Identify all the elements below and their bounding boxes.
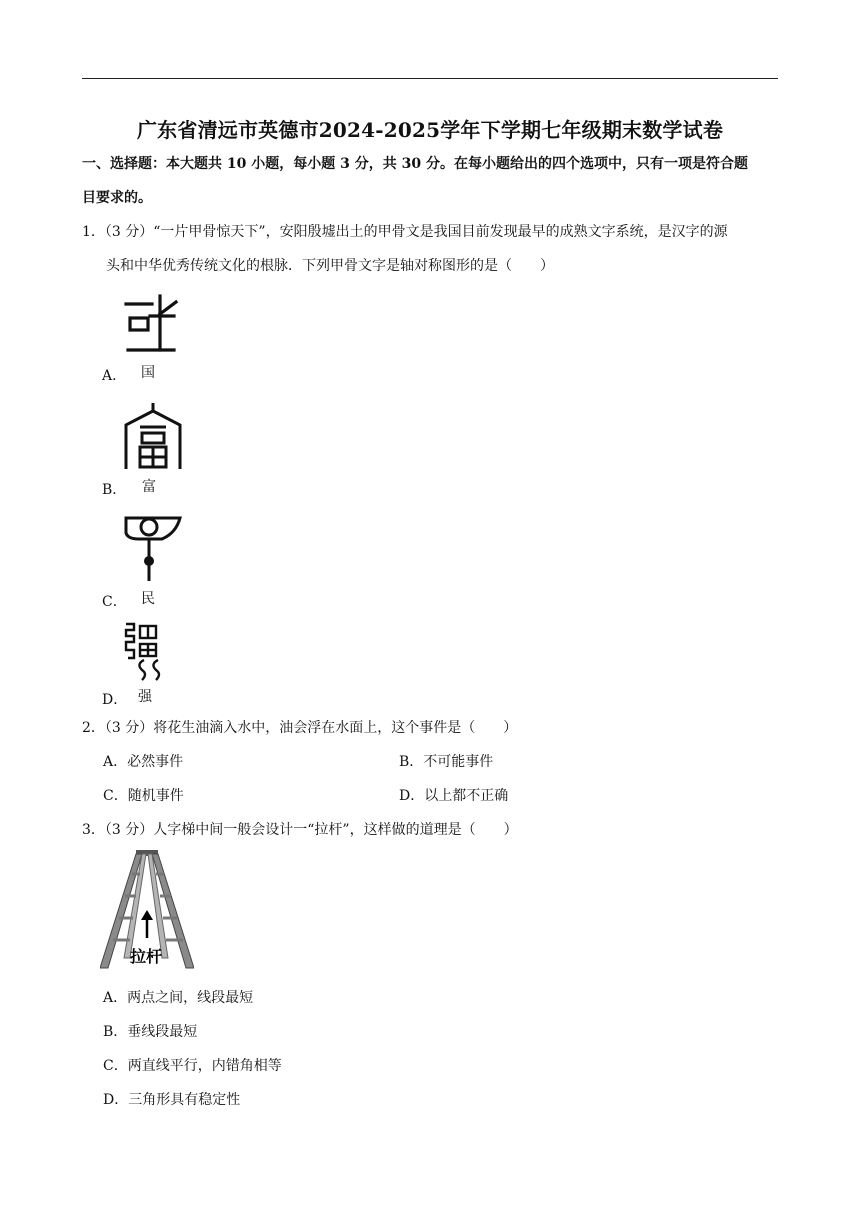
q3-option-d[interactable]: D．三角形具有稳定性: [103, 1092, 241, 1108]
section-heading-line2: 目要求的。: [82, 190, 152, 206]
oracle-min-glyph-icon: [124, 515, 184, 583]
q2-option-a[interactable]: A．必然事件: [103, 754, 184, 770]
q1-option-a-caption: 国: [141, 365, 155, 381]
q1-option-c-caption: 民: [141, 591, 155, 607]
q1-option-b-label[interactable]: B．: [102, 482, 127, 498]
q1-stem-line1: 1．（3 分）“一片甲骨惊天下”，安阳殷墟出土的甲骨文是我国目前发现最早的成熟文字系统，是汉字的源: [82, 224, 728, 240]
oracle-qiang-glyph-icon: [122, 620, 166, 684]
q2-option-b[interactable]: B．不可能事件: [399, 754, 494, 770]
q3-option-a[interactable]: A．两点之间，线段最短: [103, 990, 254, 1006]
q1-option-a-label[interactable]: A．: [102, 368, 127, 384]
q2-option-c[interactable]: C．随机事件: [103, 788, 184, 804]
q1-option-c-label[interactable]: C．: [102, 594, 127, 610]
q3-stem: 3．（3 分）人字梯中间一般会设计一“拉杆”，这样做的道理是（ ）: [82, 822, 518, 838]
q1-option-b-caption: 富: [142, 479, 156, 495]
q1-option-d-caption: 强: [138, 689, 152, 705]
oracle-guo-glyph-icon: [124, 292, 184, 356]
header-rule: [82, 78, 778, 79]
q3-option-b[interactable]: B．垂线段最短: [103, 1024, 198, 1040]
q1-stem-line2: 头和中华优秀传统文化的根脉．下列甲骨文字是轴对称图形的是（ ）: [106, 258, 554, 274]
section-heading-line1: 一、选择题：本大题共 10 小题，每小题 3 分，共 30 分。在每小题给出的四个选项中，只有一项是符合题: [82, 156, 748, 172]
q3-option-c[interactable]: C．两直线平行，内错角相等: [103, 1058, 282, 1074]
q1-option-d-label[interactable]: D．: [102, 692, 128, 708]
ladder-image: [100, 848, 194, 972]
q2-stem: 2．（3 分）将花生油滴入水中，油会浮在水面上，这个事件是（ ）: [82, 720, 518, 736]
q2-option-d[interactable]: D．以上都不正确: [399, 788, 509, 804]
ladder-label: 拉杆: [130, 947, 163, 966]
oracle-fu-glyph-icon: [122, 403, 184, 471]
page-title: 广东省清远市英德市2024-2025学年下学期七年级期末数学试卷: [136, 118, 724, 142]
